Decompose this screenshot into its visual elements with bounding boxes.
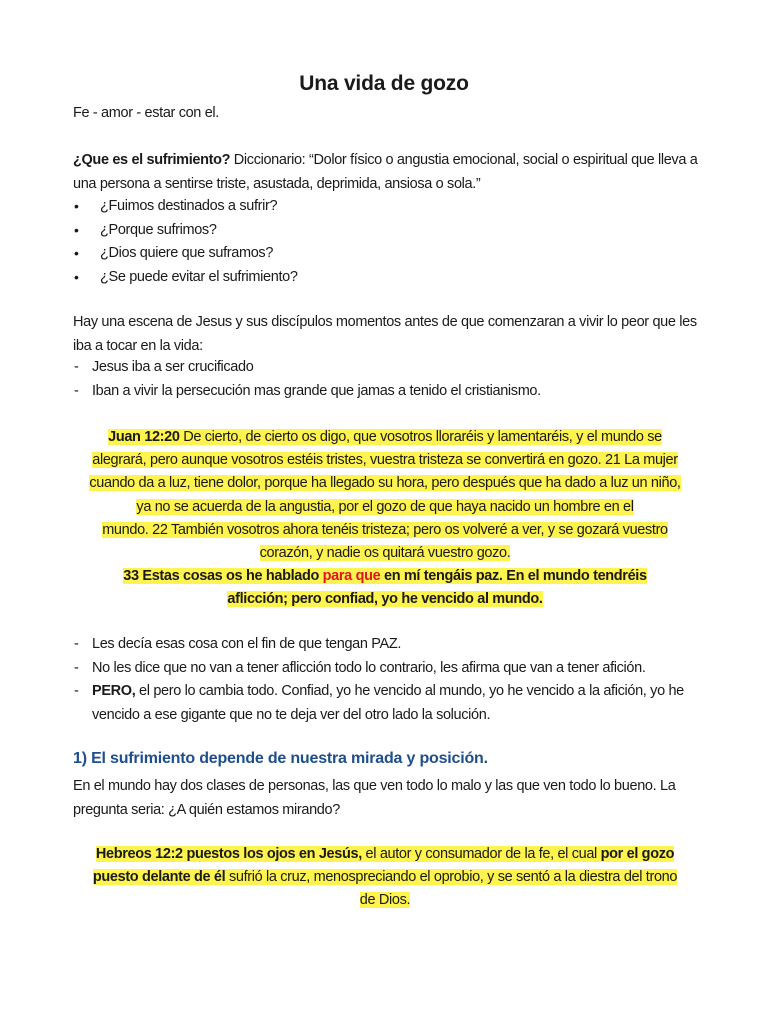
list-item: - No les dice que no van a tener aflicción todo lo contrario, les afirma que van a tener afición. (73, 657, 713, 681)
list-item: - Iban a vivir la persecución mas grande que jamas a tenido el cristianismo. (73, 380, 713, 404)
juan-reference: Juan 12:20 (108, 429, 180, 445)
juan-quote: Juan 12:20 De cierto, de cierto os digo, que vosotros lloraréis y lamentaréis, y el mundo se alegrará, pero aunque vosotros estéis tristes, vuestra tristeza se convertirá en gozo. 21 La mujer cuando da a luz, tiene dolor, porque ha llegado su hora, pero después que ha dado a luz un niño, ya no se acuerda de la angustia, por el gozo de que haya nacido un hombre en el mundo. 22 También vosotros ahora tenéis tristeza; pero os volveré a ver, y se gozará vuestro corazón, y nadie os quitará vuestro gozo. 33 Estas cosas os he hablado para que en mí tengáis paz. En el mundo tendréis aflicción; pero confiad, yo he vencido al mundo. (89, 429, 681, 608)
mirada-paragraph: En el mundo hay dos clases de personas, las que ven todo lo malo y las que ven todo lo bueno. La pregunta seria: ¿A quién estamos mirando? (73, 778, 676, 818)
list-item: - PERO, el pero lo cambia todo. Confiad, yo he vencido al mundo, yo he vencido a la afición, yo he vencido a ese gigante que no te deja ver del otro lado la solución. (73, 680, 713, 727)
scene-list (73, 356, 713, 403)
list-item: - Les decía esas cosa con el fin de que tengan PAZ. (73, 633, 713, 657)
dash-marker: - (74, 636, 79, 652)
bullet-marker: • (74, 198, 79, 214)
dash-marker: - (74, 382, 79, 399)
bullet-marker: • (74, 221, 79, 238)
hebreos-quote: Hebreos 12:2 puestos los ojos en Jesús, el autor y consumador de la fe, el cual por el gozo puesto delante de él sufrió la cruz, menospreciando el oprobio, y se sentó a la diestra del trono de Dios. (92, 846, 678, 909)
list-item: • ¿Se puede evitar el sufrimiento? (73, 266, 713, 290)
list-item: • ¿Fuimos destinados a sufrir? (73, 195, 713, 219)
questions-list (73, 195, 713, 289)
definition-paragraph (73, 149, 713, 196)
bullet-marker: • (74, 245, 79, 261)
question-label: ¿Que es el sufrimiento? (73, 152, 231, 168)
intro-line: Fe - amor - estar con el. (73, 105, 219, 121)
scene-paragraph: Hay una escena de Jesus y sus discípulos momentos antes de que comenzaran a vivir lo peor que les iba a tocar en la vida: (73, 314, 697, 354)
dash-marker: - (74, 659, 79, 676)
dash-marker: - (74, 359, 79, 375)
dash-marker: - (74, 683, 79, 699)
list-item: • ¿Dios quiere que suframos? (73, 242, 713, 266)
page-title: Una vida de gozo (299, 72, 469, 95)
points-list (73, 633, 713, 727)
list-item: - Jesus iba a ser crucificado (73, 356, 713, 380)
definition-text: Diccionario: “Dolor físico o angustia emocional, social o espiritual que lleva a una persona a sentirse triste, asustada, deprimida, ansiosa o sola.” (73, 152, 698, 192)
list-item: • ¿Porque sufrimos? (73, 219, 713, 243)
section-heading: 1) El sufrimiento depende de nuestra mirada y posición. (73, 750, 488, 767)
bullet-marker: • (74, 268, 79, 285)
hebreos-reference: Hebreos 12:2 puestos los ojos en Jesús, (95, 846, 362, 862)
